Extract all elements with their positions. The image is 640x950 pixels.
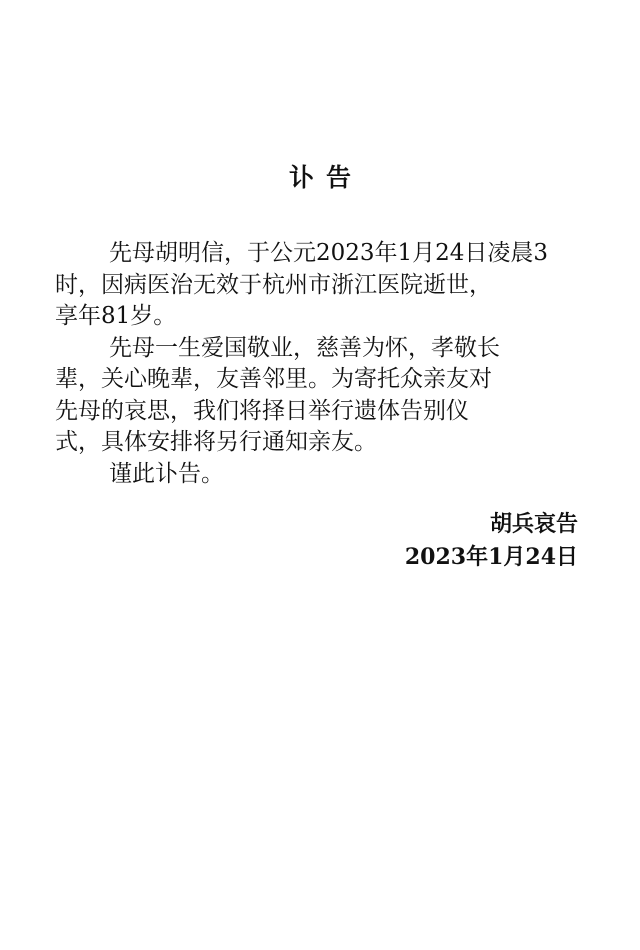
paragraph-line: 享年81岁。 [55, 303, 177, 329]
paragraph-tribute [55, 333, 580, 459]
page-title: 讣告 [288, 163, 363, 192]
paragraph-line: 先母胡明信，于公元2023年1月24日凌晨3 [109, 240, 549, 266]
signature-date: 2023年1月24日 [404, 544, 578, 570]
signature-author: 胡兵哀告 [489, 511, 578, 537]
paragraph-closing [82, 459, 580, 491]
paragraph-death-notice [55, 238, 580, 333]
announcement-body [55, 238, 580, 490]
paragraph-line: 先母的哀思，我们将择日举行遗体告别仪 [55, 397, 469, 424]
paragraph-line: 辈，关心晚辈，友善邻里。为寄托众亲友对 [55, 366, 492, 392]
paragraph-line: 时，因病医治无效于杭州市浙江医院逝世， [55, 271, 492, 298]
paragraph-line: 先母一生爱国敬业，慈善为怀，孝敬长 [109, 334, 500, 361]
paragraph-line: 式，具体安排将另行通知亲友。 [55, 429, 377, 455]
signature-block [405, 508, 578, 574]
paragraph-line: 谨此讣告。 [109, 460, 224, 487]
